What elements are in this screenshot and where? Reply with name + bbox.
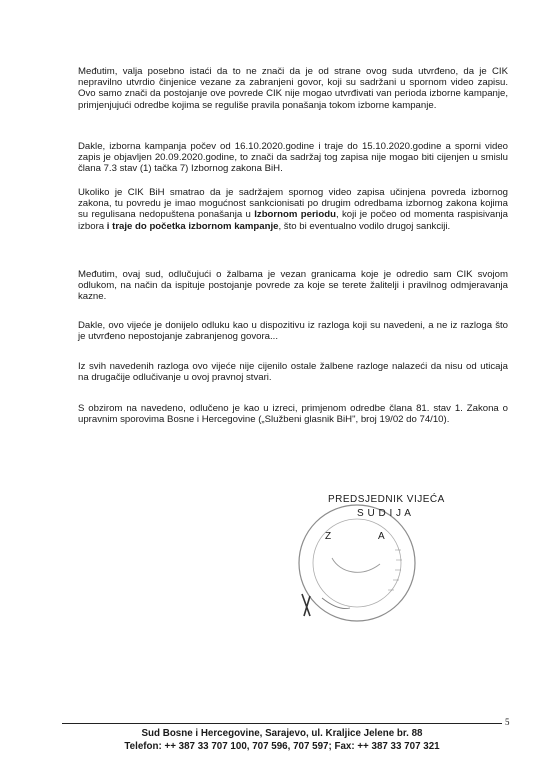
signature-title: PREDSJEDNIK VIJEĆA xyxy=(328,494,445,505)
bold-text-segment: i traje do početka izbornom kampanje xyxy=(106,220,279,232)
signature-judge-label: S U D I J A xyxy=(357,508,412,519)
text-segment: , što bi eventualno vodilo drugoj sankciji. xyxy=(278,220,451,232)
paragraph-6 xyxy=(78,361,508,383)
bold-text-segment: Izbornom periodu xyxy=(254,209,336,221)
footer-address: Sud Bosne i Hercegovine, Sarajevo, ul. Kraljice Jelene br. 88 xyxy=(141,728,423,739)
paragraph-1 xyxy=(78,66,508,111)
paragraph-5 xyxy=(78,320,508,342)
text-segment: Dakle, izborna kampanja počev od 16.10.2020.godine i traje do 15.10.2020.godine a sporni video zapis je objavljen 20.09.2020.godine, to znači da sadržaj tog zapisa nije mogao biti cijenjen u smislu člana 7.3 stav (1) tačka 7) Izbornog zakona BiH. xyxy=(78,141,508,175)
stamp-letter-a: A xyxy=(378,531,386,542)
stamp-letter-z: Z xyxy=(325,531,332,542)
text-segment: S obzirom na navedeno, odlučeno je kao u izreci, primjenom odredbe člana 81. stav 1. Zakona o upravnim sporovima Bosne i Hercegovine („Službeni glasnik BiH", broj 19/02 do 74/10). xyxy=(78,403,508,426)
footer-contacts: Telefon: ++ 387 33 707 100, 707 596, 707 597; Fax: ++ 387 33 707 321 xyxy=(124,741,440,752)
paragraph-2 xyxy=(78,141,508,175)
text-segment: Međutim, valja posebno istaći da to ne znači da je od strane ovog suda utvrđeno, da je CIK nepravilno utvrdio činjenice vezane za zabranjeni govor, koji su sadržani u spornom video zapisu. Ovo samo znači da postojanje ove povrede CIK nije mogao utvrđivati van perioda izborne kampanje, primjenjujući odredbe kojima se reguliše pravila ponašanja tokom izborne kampanje. xyxy=(78,66,508,111)
paragraph-3 xyxy=(78,187,508,232)
page-number: 5 xyxy=(505,717,510,727)
text-segment: Međutim, ovaj sud, odlučujući o žalbama je vezan granicama koje je odredio sam CIK svojom odlukom, na način da ispituje postojanje povrede za koje se terete žalitelji i pravilnog odmjeravanja kazne. xyxy=(78,269,508,303)
text-segment: , koji je počeo od momenta raspisivanja izbora xyxy=(78,209,509,232)
text-segment: Dakle, ovo vijeće je donijelo odluku kao u dispozitivu iz razloga koji su navedeni, a ne iz razloga što je utvrđeno nepostojanje zabranjenog govora... xyxy=(78,320,508,343)
paragraph-4 xyxy=(78,269,508,303)
paragraph-7 xyxy=(78,403,508,425)
footer-divider xyxy=(62,723,502,724)
text-segment: Iz svih navedenih razloga ovo vijeće nije cijenilo ostale žalbene razloge nalazeći da nisu od uticaja na drugačije odlučivanje u ovoj pravnoj stvari. xyxy=(78,361,508,384)
text-segment: Ukoliko je CIK BiH smatrao da je sadržajem spornog video zapisa učinjena povreda izbornog zakona, tu povredu je imao mogućnost sankcionisati po drugim odredbama izbornog zakona kojima su regulisana nedopuštena ponašanja u xyxy=(78,187,508,221)
